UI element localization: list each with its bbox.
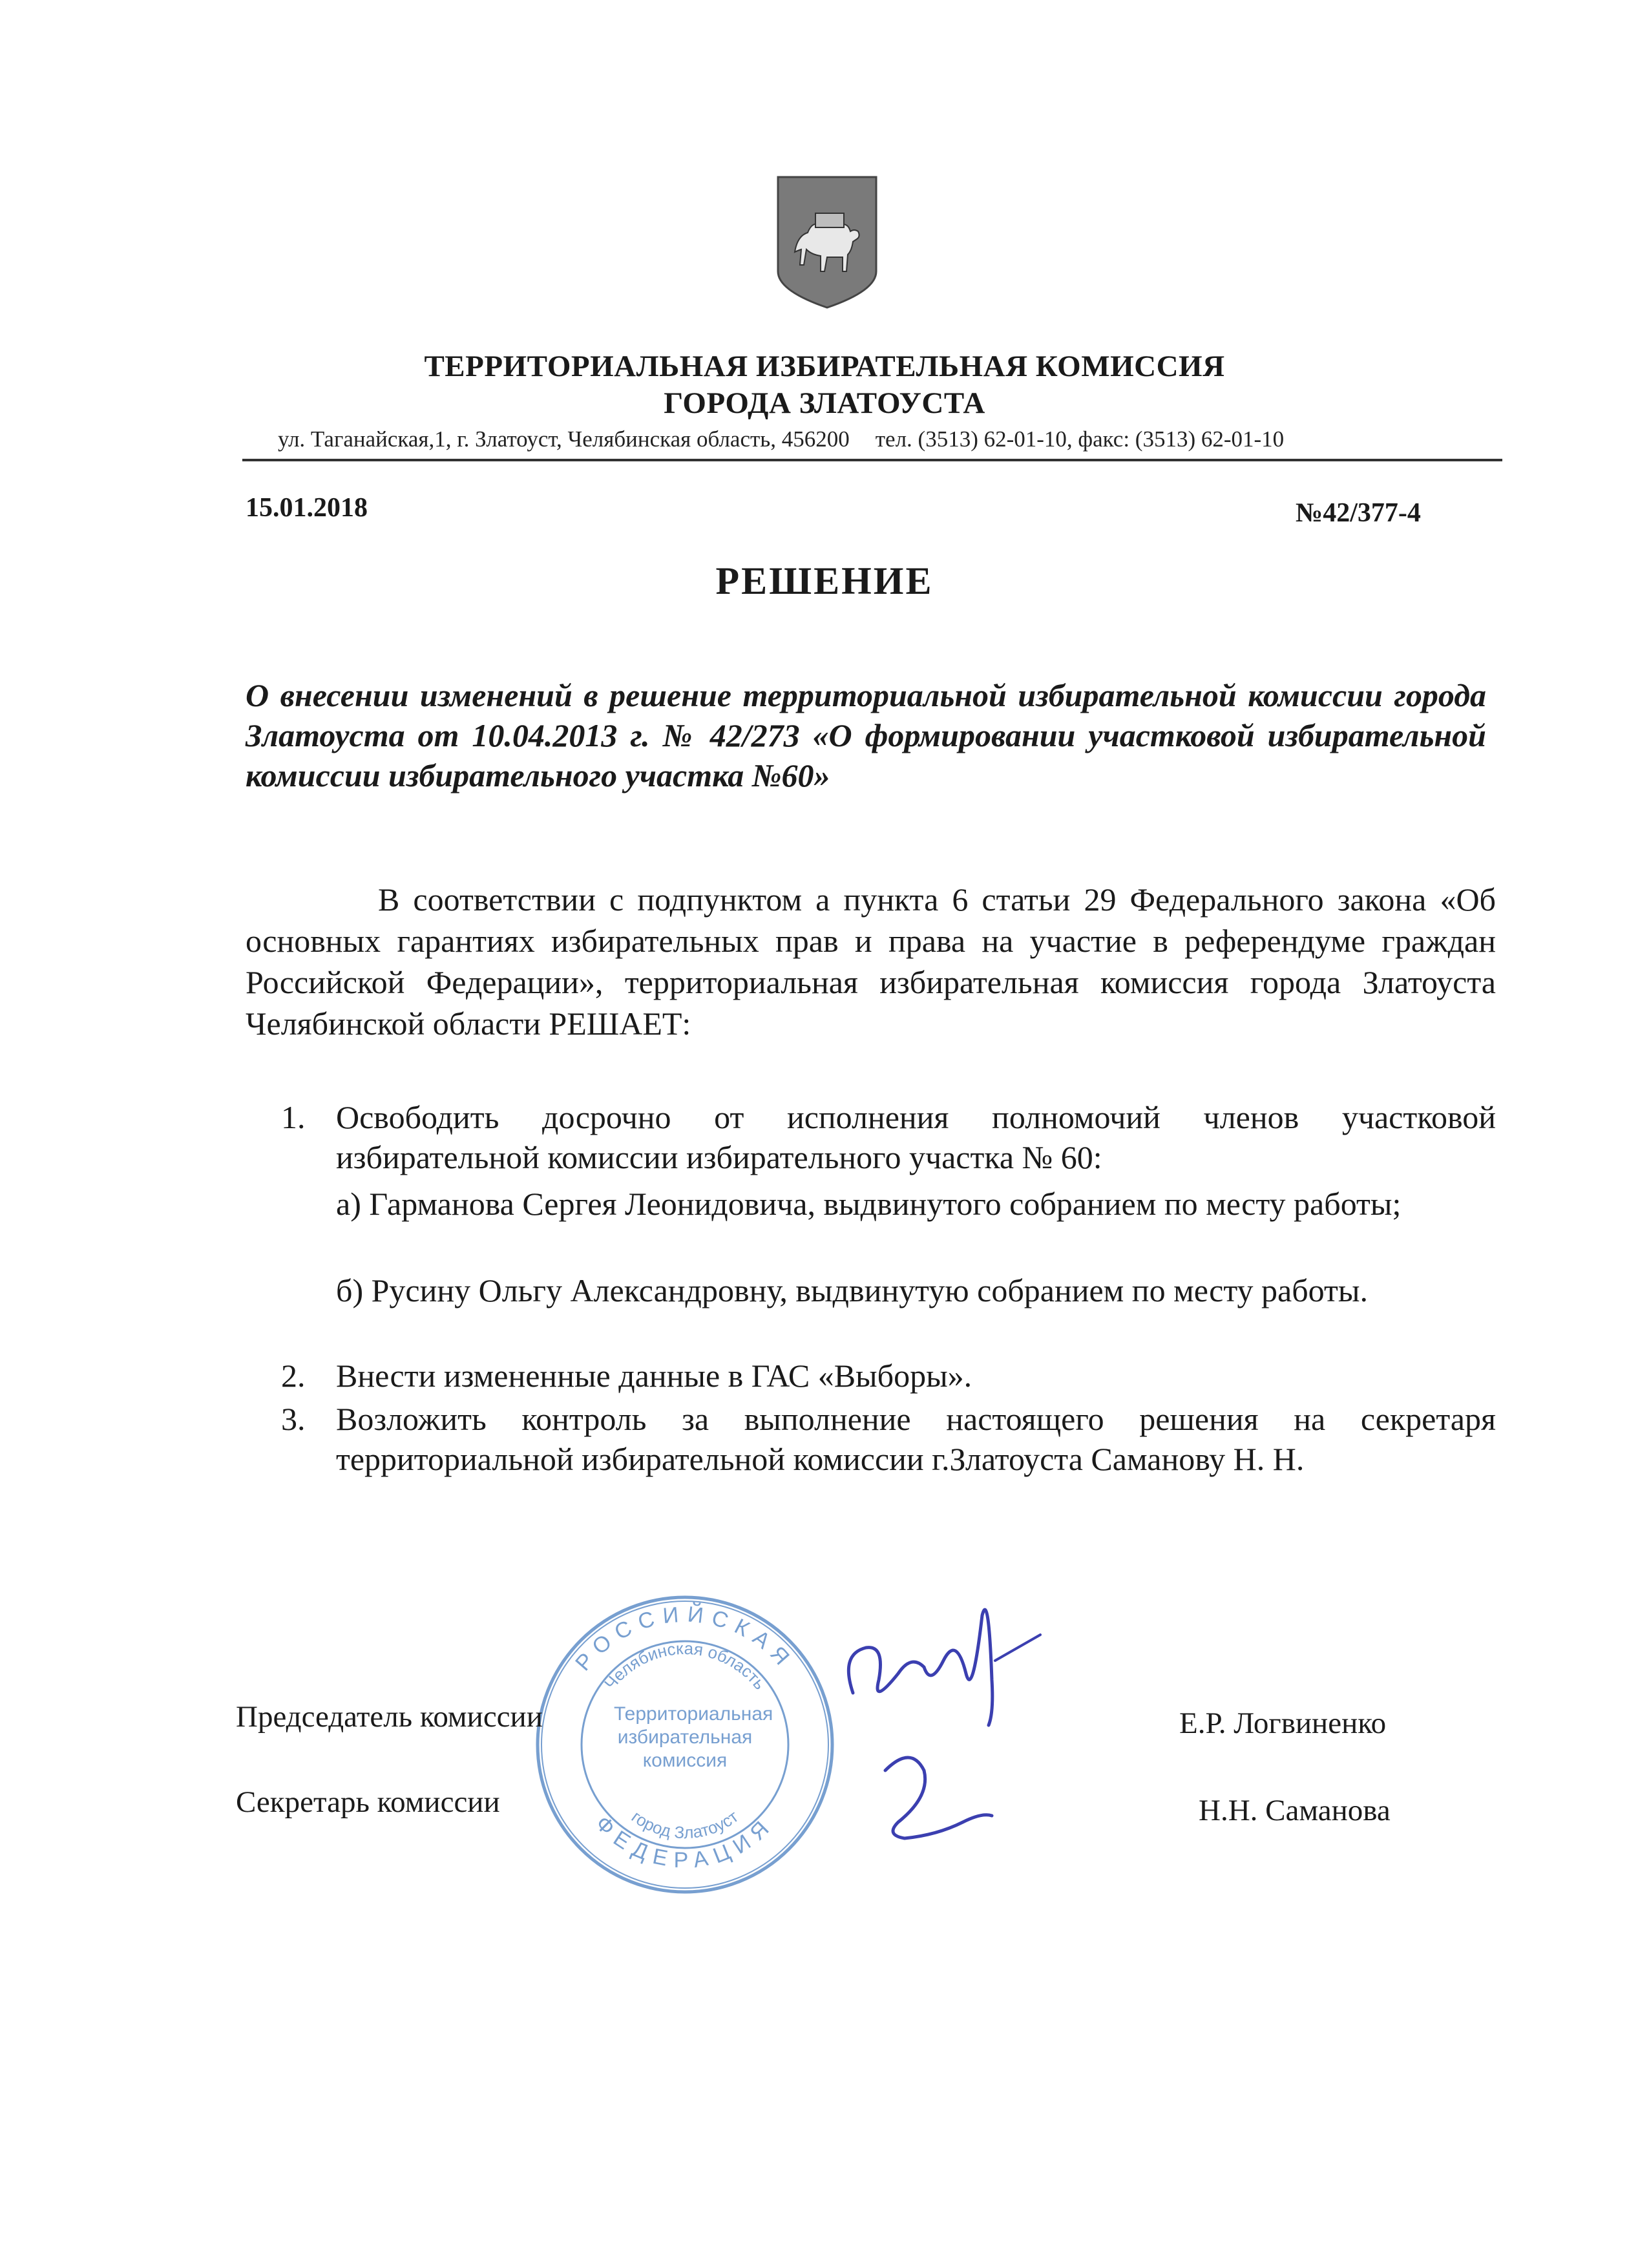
list-subitem-text: а) Гарманова Сергея Леонидовича, выдвинутого собранием по месту работы;	[336, 1186, 1402, 1222]
address-text: ул. Таганайская,1, г. Златоуст, Челябинская область, 456200	[278, 426, 850, 452]
svg-text:Челябинская область	[600, 1639, 770, 1693]
handwritten-signature	[827, 1577, 1073, 1913]
document-number: №42/377-4	[1296, 498, 1421, 528]
stamp-outer-bottom-text: ФЕДЕРАЦИЯ	[591, 1811, 779, 1873]
list-item-number: 3.	[281, 1401, 306, 1437]
preamble-paragraph	[246, 879, 1496, 1044]
document-title: РЕШЕНИЕ	[715, 560, 934, 602]
document-date: 15.01.2018	[246, 493, 368, 523]
chair-name: Е.Р. Логвиненко	[1179, 1706, 1387, 1740]
chair-role-label: Председатель комиссии	[236, 1700, 543, 1734]
camel-coat-of-arms-icon	[775, 174, 879, 310]
list-item-number: 1.	[281, 1099, 306, 1135]
list-item-text: Возложить контроль за выполнение настоящего решения на секретаря территориальной избирательной комиссии г.Златоуста Саманову Н. Н.	[336, 1401, 1496, 1477]
list-item-number: 2.	[281, 1358, 306, 1394]
header-divider	[242, 459, 1502, 461]
stamp-center-text: Территориальная избирательная комиссия	[614, 1703, 773, 1771]
stamp-city-text: город Златоуст	[627, 1807, 742, 1843]
organization-name-line2: ГОРОДА ЗЛАТОУСТА	[664, 386, 985, 420]
official-stamp	[530, 1590, 840, 1900]
contact-line	[278, 426, 1473, 452]
document-subject: О внесении изменений в решение территориальной избирательной комиссии города Златоуста от 10.04.2013 г. № 42/273 «О формировании участковой избирательной комиссии избирательного участка №60»	[246, 677, 1486, 793]
list-item-text: Внести измененные данные в ГАС «Выборы».	[336, 1358, 972, 1394]
secretary-name: Н.Н. Саманова	[1199, 1794, 1391, 1827]
list-subitem-text: б) Русину Ольгу Александровну, выдвинутую собранием по месту работы.	[336, 1272, 1368, 1308]
stamp-region-text: Челябинская область	[600, 1638, 770, 1694]
secretary-role-label: Секретарь комиссии	[236, 1785, 500, 1819]
svg-text:город Златоуст	[628, 1807, 742, 1842]
list-item-text: Освободить досрочно от исполнения полномочий членов участковой избирательной комиссии избирательного участка № 60:	[336, 1099, 1496, 1175]
phone-fax-text: тел. (3513) 62-01-10, факс: (3513) 62-01-10	[875, 426, 1285, 452]
preamble-text: В соответствии с подпунктом а пункта 6 статьи 29 Федерального закона «Об основных гарантиях избирательных прав и права на участие в референдуме граждан Российской Федерации», территориальная избирательная комиссия города Златоуста Челябинской области РЕШАЕТ:	[246, 881, 1496, 1042]
stamp-outer-top-text: РОССИЙСКАЯ	[571, 1602, 799, 1676]
organization-name-line1: ТЕРРИТОРИАЛЬНАЯ ИЗБИРАТЕЛЬНАЯ КОМИССИЯ	[424, 350, 1225, 383]
